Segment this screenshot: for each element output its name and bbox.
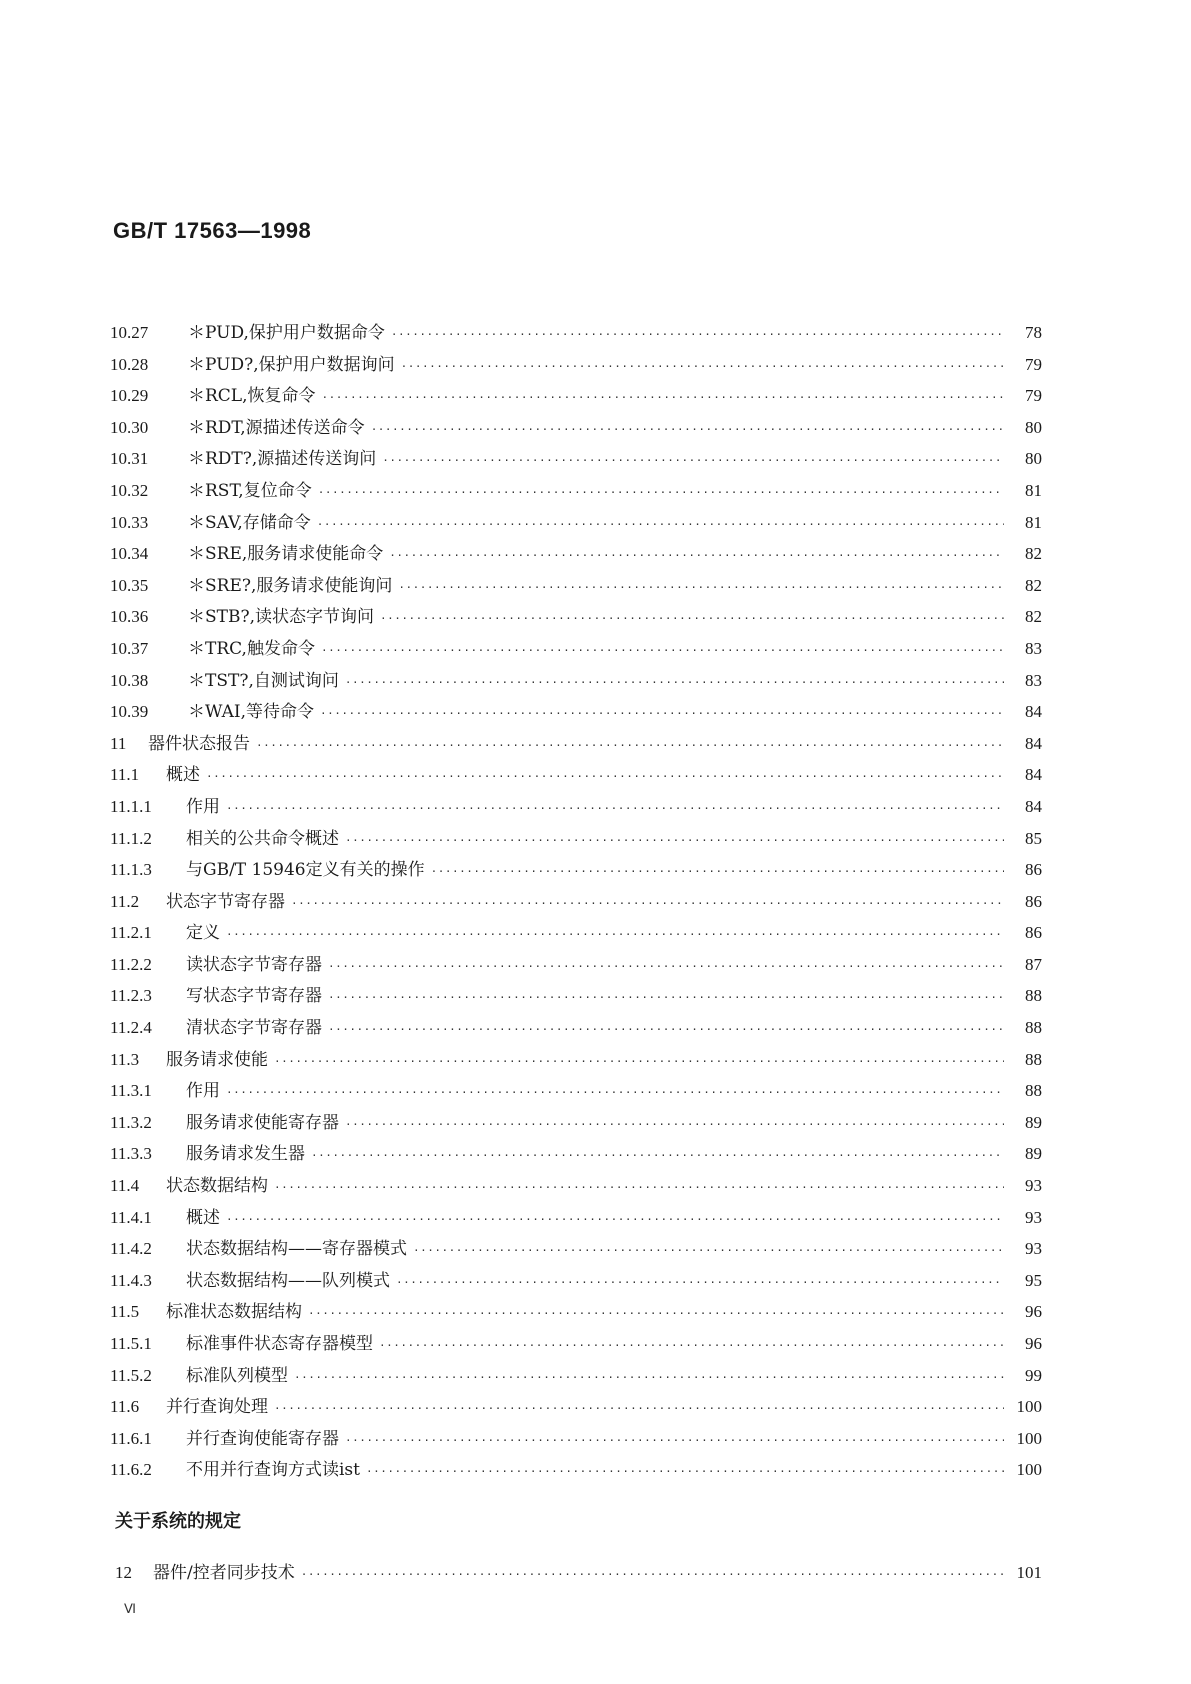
toc-leader-dots <box>308 1307 1004 1320</box>
toc-entry-title: 标准状态数据结构 <box>166 1302 302 1323</box>
page-number-roman: Ⅵ <box>124 1601 136 1616</box>
toc-leader-dots <box>294 1371 1004 1384</box>
toc-entry-title: 定义 <box>186 923 220 944</box>
toc-entry-number: 11.4.2 <box>110 1239 152 1259</box>
toc-leader-dots <box>274 1181 1004 1194</box>
toc-entry-title: ＊PUD?,保护用户数据询问 <box>188 354 395 375</box>
toc-entry-number: 11.3 <box>110 1049 140 1069</box>
toc-leader-dots <box>274 1055 1004 1068</box>
toc-entry-page: 93 <box>1025 1176 1042 1196</box>
toc-entry <box>110 1045 1042 1077</box>
toc-entry <box>110 1266 1042 1298</box>
toc-entry-number: 11.6.1 <box>110 1428 152 1448</box>
toc-leader-dots <box>382 454 1004 467</box>
toc-entry-page: 80 <box>1025 417 1042 437</box>
toc-leader-dots <box>328 960 1004 973</box>
toc-entry-page: 84 <box>1025 733 1042 753</box>
toc-entry <box>110 381 1042 413</box>
toc-leader-dots <box>301 1568 1004 1581</box>
toc-leader-dots <box>379 1339 1004 1352</box>
toc-entry-page: 89 <box>1025 1144 1042 1164</box>
toc-entry-number: 10.28 <box>110 354 149 374</box>
toc-entry-page: 101 <box>1016 1563 1042 1582</box>
toc-leader-dots <box>389 549 1004 562</box>
toc-entry <box>110 318 1042 350</box>
toc-leader-dots <box>226 1086 1004 1099</box>
toc-entry-page: 99 <box>1025 1365 1042 1385</box>
toc-entry <box>110 792 1042 824</box>
toc-entry-title: 清状态字节寄存器 <box>186 1018 322 1039</box>
toc-leader-dots <box>398 581 1004 594</box>
table-of-contents-continued <box>115 1558 1042 1590</box>
toc-leader-dots <box>396 1276 1004 1289</box>
toc-entry <box>110 602 1042 634</box>
toc-entry <box>110 1013 1042 1045</box>
toc-entry <box>110 1203 1042 1235</box>
toc-leader-dots <box>391 328 1004 341</box>
toc-entry-title: 与GB/T 15946定义有关的操作 <box>186 860 425 881</box>
toc-entry <box>110 1424 1042 1456</box>
toc-leader-dots <box>328 991 1004 1004</box>
toc-entry-title: 服务请求使能 <box>166 1049 268 1070</box>
toc-entry-number: 11.2.3 <box>110 986 152 1006</box>
toc-entry-title: 相关的公共命令概述 <box>186 828 339 849</box>
toc-entry-page: 86 <box>1025 923 1042 943</box>
toc-entry-page: 80 <box>1025 449 1042 469</box>
toc-entry-page: 85 <box>1025 828 1042 848</box>
toc-leader-dots <box>226 802 1004 815</box>
toc-entry <box>110 1329 1042 1361</box>
toc-entry-number: 11.1.1 <box>110 796 152 816</box>
toc-entry-page: 81 <box>1025 512 1042 532</box>
toc-entry-title: 状态数据结构 <box>166 1176 268 1197</box>
toc-leader-dots <box>431 865 1004 878</box>
toc-entry-page: 87 <box>1025 954 1042 974</box>
toc-entry-number: 10.31 <box>110 449 149 469</box>
toc-entry-title: ＊WAI,等待命令 <box>188 702 315 723</box>
toc-entry-number: 11.4 <box>110 1176 140 1196</box>
toc-entry-title: 不用并行查询方式读ist <box>186 1460 360 1481</box>
toc-entry-number: 11 <box>110 733 127 753</box>
toc-leader-dots <box>311 1149 1004 1162</box>
toc-entry-number: 11.3.1 <box>110 1081 152 1101</box>
toc-entry-page: 84 <box>1025 796 1042 816</box>
toc-entry-number: 10.27 <box>110 323 149 342</box>
toc-entry-page: 100 <box>1016 1397 1042 1417</box>
toc-entry-title: ＊RST,复位命令 <box>188 480 312 501</box>
toc-leader-dots <box>206 770 1004 783</box>
toc-entry-number: 11.3.3 <box>110 1144 152 1164</box>
toc-entry-title: 标准事件状态寄存器模型 <box>186 1334 373 1354</box>
toc-entry-title: ＊SRE,服务请求使能命令 <box>188 544 384 565</box>
toc-entry-title: 并行查询处理 <box>166 1397 268 1418</box>
toc-entry-title: 器件/控者同步技术 <box>153 1563 295 1583</box>
toc-entry-title: ＊RDT,源描述传送命令 <box>188 417 365 438</box>
toc-leader-dots <box>345 676 1004 689</box>
toc-entry-page: 82 <box>1025 544 1042 564</box>
toc-entry-page: 84 <box>1025 702 1042 722</box>
toc-leader-dots <box>274 1402 1004 1415</box>
toc-leader-dots <box>413 1244 1004 1257</box>
section-heading: 关于系统的规定 <box>115 1511 241 1532</box>
toc-leader-dots <box>401 360 1004 373</box>
toc-entry-title: 服务请求发生器 <box>186 1144 305 1165</box>
toc-entry-number: 10.29 <box>110 386 149 406</box>
toc-leader-dots <box>345 834 1004 847</box>
toc-entry-number: 11.6.2 <box>110 1460 152 1480</box>
toc-entry-page: 83 <box>1025 638 1042 658</box>
toc-entry-page: 79 <box>1025 354 1042 374</box>
toc-leader-dots <box>318 486 1004 499</box>
toc-entry-number: 11.6 <box>110 1397 140 1417</box>
toc-entry <box>110 350 1042 382</box>
toc-leader-dots <box>345 1118 1004 1131</box>
toc-entry-number: 10.34 <box>110 544 149 564</box>
toc-leader-dots <box>291 897 1004 910</box>
toc-entry <box>110 855 1042 887</box>
toc-entry-number: 11.1.3 <box>110 860 152 880</box>
toc-entry-number: 11.5.1 <box>110 1334 152 1353</box>
toc-entry-number: 10.38 <box>110 670 149 690</box>
toc-entry <box>110 444 1042 476</box>
toc-entry <box>110 413 1042 445</box>
toc-entry-page: 96 <box>1025 1302 1042 1322</box>
toc-entry-title: 状态字节寄存器 <box>166 891 285 912</box>
toc-entry-page: 88 <box>1025 986 1042 1006</box>
toc-entry-title: 概述 <box>186 1207 220 1228</box>
toc-leader-dots <box>345 1434 1004 1447</box>
toc-entry-title: ＊TRC,触发命令 <box>188 638 315 659</box>
toc-entry-title: ＊RCL,恢复命令 <box>188 386 316 407</box>
toc-entry-page: 88 <box>1025 1081 1042 1101</box>
toc-entry <box>110 918 1042 950</box>
toc-entry <box>110 824 1042 856</box>
toc-entry <box>110 1455 1042 1487</box>
toc-entry-number: 11.4.3 <box>110 1270 152 1290</box>
toc-entry <box>110 1171 1042 1203</box>
toc-entry-title: ＊RDT?,源描述传送询问 <box>188 449 377 470</box>
toc-entry-page: 79 <box>1025 386 1042 406</box>
toc-entry-number: 11.1 <box>110 765 140 785</box>
document-code: GB/T 17563—1998 <box>113 218 312 243</box>
toc-entry-page: 89 <box>1025 1112 1042 1132</box>
toc-entry-number: 10.33 <box>110 512 149 532</box>
toc-entry-title: ＊STB?,读状态字节询问 <box>188 607 374 628</box>
toc-entry <box>110 666 1042 698</box>
toc-entry-number: 11.2 <box>110 891 140 911</box>
toc-entry-page: 93 <box>1025 1239 1042 1259</box>
toc-entry-title: 作用 <box>186 796 220 817</box>
toc-entry-title: 器件状态报告 <box>148 733 250 754</box>
toc-entry-page: 86 <box>1025 860 1042 880</box>
toc-entry-number: 10.35 <box>110 575 149 595</box>
toc-entry <box>110 539 1042 571</box>
toc-entry-page: 88 <box>1025 1049 1042 1069</box>
toc-entry-title: 读状态字节寄存器 <box>186 954 322 975</box>
toc-leader-dots <box>366 1465 1004 1478</box>
toc-entry-number: 12 <box>115 1563 132 1582</box>
toc-entry <box>110 1234 1042 1266</box>
toc-entry <box>110 1076 1042 1108</box>
toc-leader-dots <box>322 391 1005 404</box>
toc-entry-page: 82 <box>1025 607 1042 627</box>
toc-entry-title: 写状态字节寄存器 <box>186 986 322 1007</box>
toc-entry <box>110 697 1042 729</box>
toc-entry <box>110 760 1042 792</box>
toc-entry-page: 88 <box>1025 1018 1042 1038</box>
toc-leader-dots <box>226 1213 1004 1226</box>
toc-entry-number: 11.1.2 <box>110 828 152 848</box>
toc-leader-dots <box>256 739 1004 752</box>
toc-entry-number: 11.4.1 <box>110 1207 152 1227</box>
toc-entry <box>110 1361 1042 1393</box>
toc-entry <box>110 1297 1042 1329</box>
toc-entry-number: 10.36 <box>110 607 149 627</box>
toc-entry <box>110 571 1042 603</box>
toc-entry-title: 概述 <box>166 765 200 786</box>
toc-leader-dots <box>371 423 1004 436</box>
toc-entry-number: 11.3.2 <box>110 1112 152 1132</box>
toc-leader-dots <box>328 1023 1004 1036</box>
toc-entry <box>110 1108 1042 1140</box>
toc-entry-title: 状态数据结构——队列模式 <box>186 1270 390 1291</box>
toc-entry-number: 10.39 <box>110 702 149 722</box>
toc-entry-number: 11.2.4 <box>110 1018 152 1038</box>
toc-entry-title: 标准队列模型 <box>186 1365 288 1386</box>
toc-entry-page: 86 <box>1025 891 1042 911</box>
toc-entry-number: 10.32 <box>110 480 149 500</box>
toc-leader-dots <box>321 644 1004 657</box>
toc-entry-number: 10.30 <box>110 417 149 437</box>
toc-entry-page: 100 <box>1016 1428 1042 1448</box>
toc-entry-page: 78 <box>1025 323 1042 342</box>
toc-entry-number: 10.37 <box>110 638 149 658</box>
toc-entry <box>110 476 1042 508</box>
toc-entry <box>110 1392 1042 1424</box>
toc-entry-number: 11.2.1 <box>110 923 152 943</box>
toc-entry <box>110 950 1042 982</box>
toc-entry <box>110 508 1042 540</box>
toc-entry-title: ＊PUD,保护用户数据命令 <box>188 323 385 343</box>
toc-entry-title: ＊SAV,存储命令 <box>188 512 311 533</box>
toc-entry-number: 11.5.2 <box>110 1365 152 1385</box>
toc-entry-page: 84 <box>1025 765 1042 785</box>
toc-entry-title: ＊SRE?,服务请求使能询问 <box>188 575 393 596</box>
toc-entry-page: 93 <box>1025 1207 1042 1227</box>
toc-entry-title: ＊TST?,自测试询问 <box>188 670 339 691</box>
toc-entry <box>110 1139 1042 1171</box>
toc-leader-dots <box>320 707 1004 720</box>
toc-entry-number: 11.5 <box>110 1302 140 1322</box>
toc-entry-title: 并行查询使能寄存器 <box>186 1428 339 1449</box>
toc-entry-number: 11.2.2 <box>110 954 152 974</box>
toc-entry <box>110 981 1042 1013</box>
toc-entry <box>115 1558 1042 1590</box>
toc-entry <box>110 887 1042 919</box>
toc-leader-dots <box>317 518 1004 531</box>
toc-entry <box>110 729 1042 761</box>
toc-entry-title: 服务请求使能寄存器 <box>186 1112 339 1133</box>
toc-entry-page: 100 <box>1016 1460 1042 1480</box>
toc-entry-title: 作用 <box>186 1081 220 1102</box>
toc-leader-dots <box>380 612 1004 625</box>
toc-entry-title: 状态数据结构——寄存器模式 <box>186 1239 407 1260</box>
table-of-contents <box>110 318 1042 1487</box>
toc-entry-page: 83 <box>1025 670 1042 690</box>
toc-entry-page: 81 <box>1025 480 1042 500</box>
toc-leader-dots <box>226 928 1004 941</box>
toc-entry <box>110 634 1042 666</box>
toc-entry-page: 82 <box>1025 575 1042 595</box>
toc-entry-page: 95 <box>1025 1270 1042 1290</box>
toc-entry-page: 96 <box>1025 1334 1042 1353</box>
